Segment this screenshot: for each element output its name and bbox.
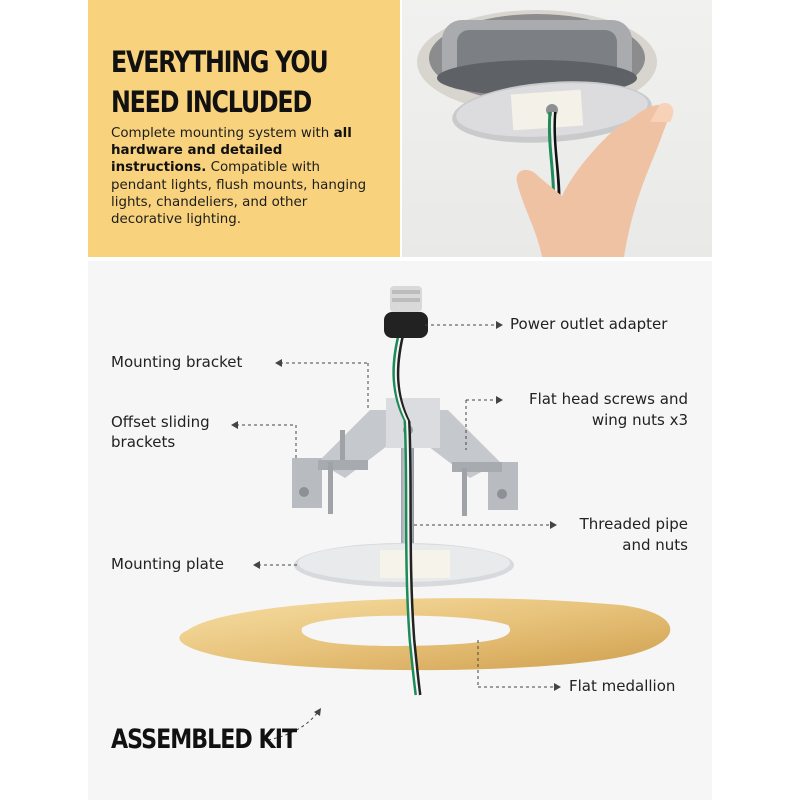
label-mounting-plate: Mounting plate [111,555,224,573]
headline-line-2: NEED INCLUDED [111,85,311,119]
headline-line-1: EVERYTHING YOU [111,45,328,79]
label-threaded-pipe-2: and nuts [622,536,688,554]
kit-title: ASSEMBLED KIT [111,724,297,755]
label-offset-sliding-2: brackets [111,433,176,451]
description-part-1: Complete mounting system with [111,126,334,141]
flat-medallion [179,598,670,670]
description-bold: all hardware and detailed instructions. [111,126,352,176]
mounting-plate [294,543,514,587]
label-mounting-bracket: Mounting bracket [111,353,243,371]
label-power-outlet-adapter: Power outlet adapter [510,315,668,333]
label-flat-medallion: Flat medallion [569,677,676,695]
label-offset-sliding-1: Offset sliding [111,413,210,431]
label-flat-head-screws-1: Flat head screws and [528,390,688,408]
label-threaded-pipe-1: Threaded pipe [579,515,688,533]
wires [394,330,420,695]
description-part-2: Compatible with pendant lights, flush mounts, hanging lights, chandeliers, and other decorative lighting. [111,160,367,228]
power-outlet-adapter [384,286,428,338]
label-flat-head-screws-2: wing nuts x3 [591,411,688,429]
